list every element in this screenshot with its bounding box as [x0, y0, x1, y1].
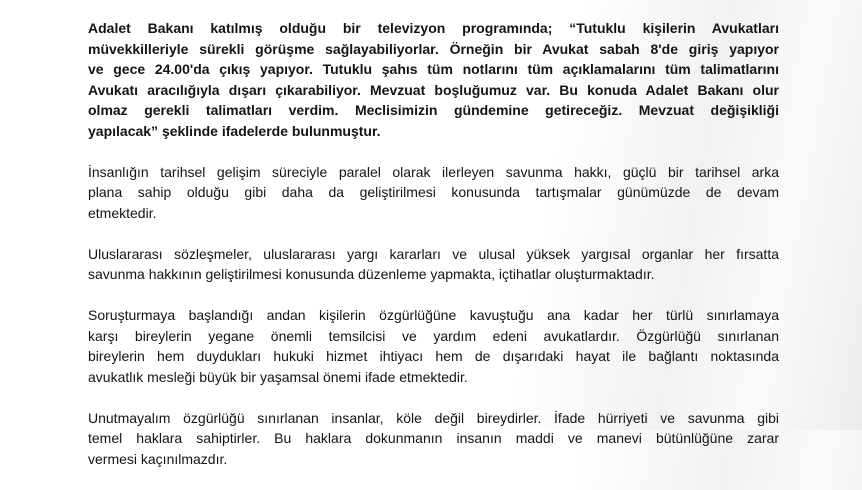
paragraph [88, 18, 779, 141]
paragraph [88, 162, 779, 224]
paragraph-line: yapılacak” şeklinde ifadelerde bulunmuştur. [88, 122, 381, 139]
paragraph-line: Soruşturmaya başlandığı andan kişilerin özgürlüğüne kavuştuğu ana kadar her türlü sınırlamaya [88, 307, 779, 323]
paragraph-line: karşı bireylerin yegane önemli temsilcisi ve yardım edeni avukatlardır. Özgürlüğü sınırlanan [88, 327, 779, 344]
paragraph-line: Adalet Bakanı katılmış olduğu bir televizyon programında; “Tutuklu kişilerin Avukatları [88, 20, 779, 36]
paragraph-line: bireylerin hem duydukları hukuki hizmet ihtiyacı hem de dışarıdaki hayat ile bağlantı noktasında [88, 348, 779, 364]
paragraph-line: etmektedir. [88, 204, 157, 221]
paragraph-line: vermesi kaçınılmazdır. [88, 450, 228, 467]
paragraph-line: savunma hakkının geliştirilmesi konusunda düzenleme yapmakta, içtihatlar oluşturmaktadır. [88, 266, 655, 282]
paragraph-line: temel haklara sahiptirler. Bu haklara dokunmanın insanın maddi ve manevi bütünlüğüne zarar [88, 430, 779, 446]
paragraph [88, 408, 779, 470]
paragraph-line: ve gece 24.00'da çıkış yapıyor. Tutuklu şahıs tüm notlarını tüm açıklamalarını tüm talimatlarını [88, 61, 779, 77]
paragraph-line: plana sahip olduğu gibi daha da geliştirilmesi konusunda tartışmalar günümüzde de devam [88, 184, 779, 200]
paragraph-line: avukatlık mesleği büyük bir yaşamsal önemi ifade etmektedir. [88, 368, 468, 385]
paragraph-line: Avukatı aracılığıyla dışarı çıkarabiliyor. Mevzuat boşluğumuz var. Bu konuda Adalet Bakanı olur [88, 81, 779, 98]
paragraph-line: Unutmayalım özgürlüğü sınırlanan insanlar, köle değil bireydirler. İfade hürriyeti ve savunma gibi [88, 409, 779, 426]
document-body [88, 18, 779, 490]
paragraph [88, 305, 779, 387]
paragraph-line: İnsanlığın tarihsel gelişim süreciyle paralel olarak ilerleyen savunma hakkı, güçlü bir tarihsel arka [88, 163, 779, 180]
paragraph-line: olmaz gerekli talimatları verdim. Meclisimizin gündemine getireceğiz. Mevzuat değişikliği [88, 102, 779, 118]
paragraph-line: Uluslararası sözleşmeler, uluslararası yargı kararları ve ulusal yüksek yargısal organlar her fırsatta [88, 245, 779, 262]
paragraph-line: müvekkilleriyle sürekli görüşme sağlayabiliyorlar. Örneğin bir Avukat sabah 8'de giriş yapıyor [88, 40, 779, 57]
paragraph [88, 244, 779, 285]
